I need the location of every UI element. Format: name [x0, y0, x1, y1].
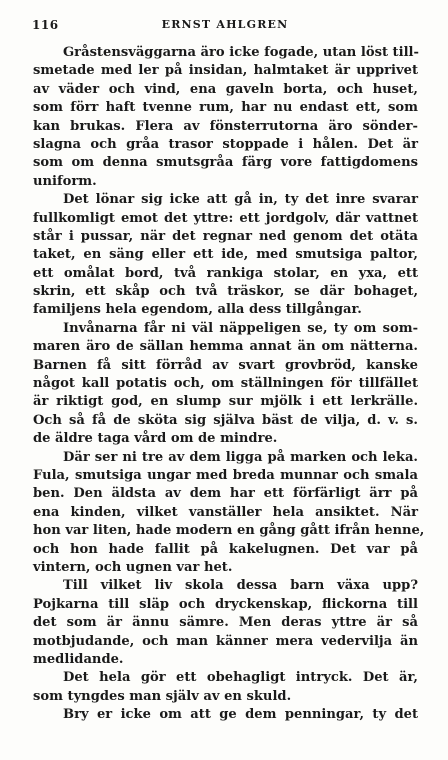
text-line: som tyngdes man själv av en skuld. — [33, 688, 292, 704]
text-line: fullkomligt emot det yttre: ett jordgolv, där vattnet — [33, 210, 418, 226]
text-line: ena kinden, vilket vanställer hela ansiktet. När — [33, 504, 418, 520]
text-line: Och så få de sköta sig själva bäst de vilja, d. v. s. — [33, 412, 418, 428]
text-line: Det lönar sig icke att gå in, ty det inre svarar — [63, 192, 418, 208]
text-line: smetade med ler på insidan, halmtaket är upprivet — [33, 63, 418, 79]
text-line: av väder och vind, ena gaveln borta, och huset, — [33, 81, 418, 97]
text-line: motbjudande, och man känner mera vedervilja än — [33, 633, 418, 649]
text-line: hon var liten, hade modern en gång gått ifrån henne, — [33, 523, 425, 539]
text-line: familjens hela egendom, alla dess tillgångar. — [33, 302, 362, 318]
paragraph — [33, 577, 418, 669]
text-line: Pojkarna till släp och dryckenskap, flickorna till — [33, 596, 418, 612]
text-line: uniform. — [33, 173, 97, 189]
text-line: medlidande. — [33, 651, 124, 667]
text-line: maren äro de sällan hemma annat än om nätterna. — [33, 339, 418, 355]
text-line: kan brukas. Flera av fönsterrutorna äro sönder- — [33, 118, 418, 134]
text-line: står i pussar, när det regnar ned genom det otäta — [33, 228, 418, 244]
paragraph — [33, 669, 418, 706]
paragraph — [33, 706, 418, 724]
text-line: det som är ännu sämre. Men deras yttre är så — [33, 615, 418, 631]
paragraph — [33, 44, 418, 191]
text-line: ben. Den äldsta av dem har ett förfärligt ärr på — [33, 486, 418, 502]
text-line: Invånarna får ni väl näppeligen se, ty om som- — [63, 320, 418, 336]
text-line: ett omålat bord, två rankiga stolar, en yxa, ett — [33, 265, 418, 281]
text-line: Det hela gör ett obehagligt intryck. Det är, — [63, 670, 418, 686]
text-line: är riktigt god, en slump sur mjölk i ett lerkrälle. — [33, 394, 418, 410]
text-line: Barnen få sitt förråd av svart grovbröd, kanske — [33, 357, 418, 373]
text-line: slagna och gråa trasor stoppade i hålen. Det är — [33, 136, 418, 152]
running-head: ERNST AHLGREN — [161, 18, 289, 31]
paragraph — [33, 191, 418, 320]
text-line: som förr haft tvenne rum, har nu endast ett, som — [33, 100, 418, 116]
text-line: och hon hade fallit på kakelugnen. Det var på — [33, 541, 418, 557]
text-line: de äldre taga vård om de mindre. — [33, 431, 278, 447]
text-line: Gråstensväggarna äro icke fogade, utan löst till- — [63, 45, 419, 60]
page-number: 116 — [32, 18, 59, 32]
body-text — [33, 44, 425, 724]
text-line: taket, en säng eller ett ide, med smutsiga paltor, — [33, 247, 418, 263]
text-line: Fula, smutsiga ungar med breda munnar och smala — [33, 467, 418, 483]
paragraph — [33, 449, 425, 578]
text-line: som om denna smutsgråa färg vore fattigdomens — [33, 155, 418, 171]
text-line: något kall potatis och, om ställningen för tillfället — [33, 376, 418, 392]
page-header — [32, 18, 418, 34]
text-line: vintern, och ugnen var het. — [33, 559, 233, 575]
paragraph — [33, 320, 418, 449]
text-line: Där ser ni tre av dem ligga på marken och leka. — [63, 449, 418, 465]
text-line: skrin, ett skåp och två träskor, se där bohaget, — [33, 284, 418, 300]
text-line: Till vilket liv skola dessa barn växa upp? — [63, 578, 418, 594]
text-line: Bry er icke om att ge dem penningar, ty det — [63, 707, 418, 723]
